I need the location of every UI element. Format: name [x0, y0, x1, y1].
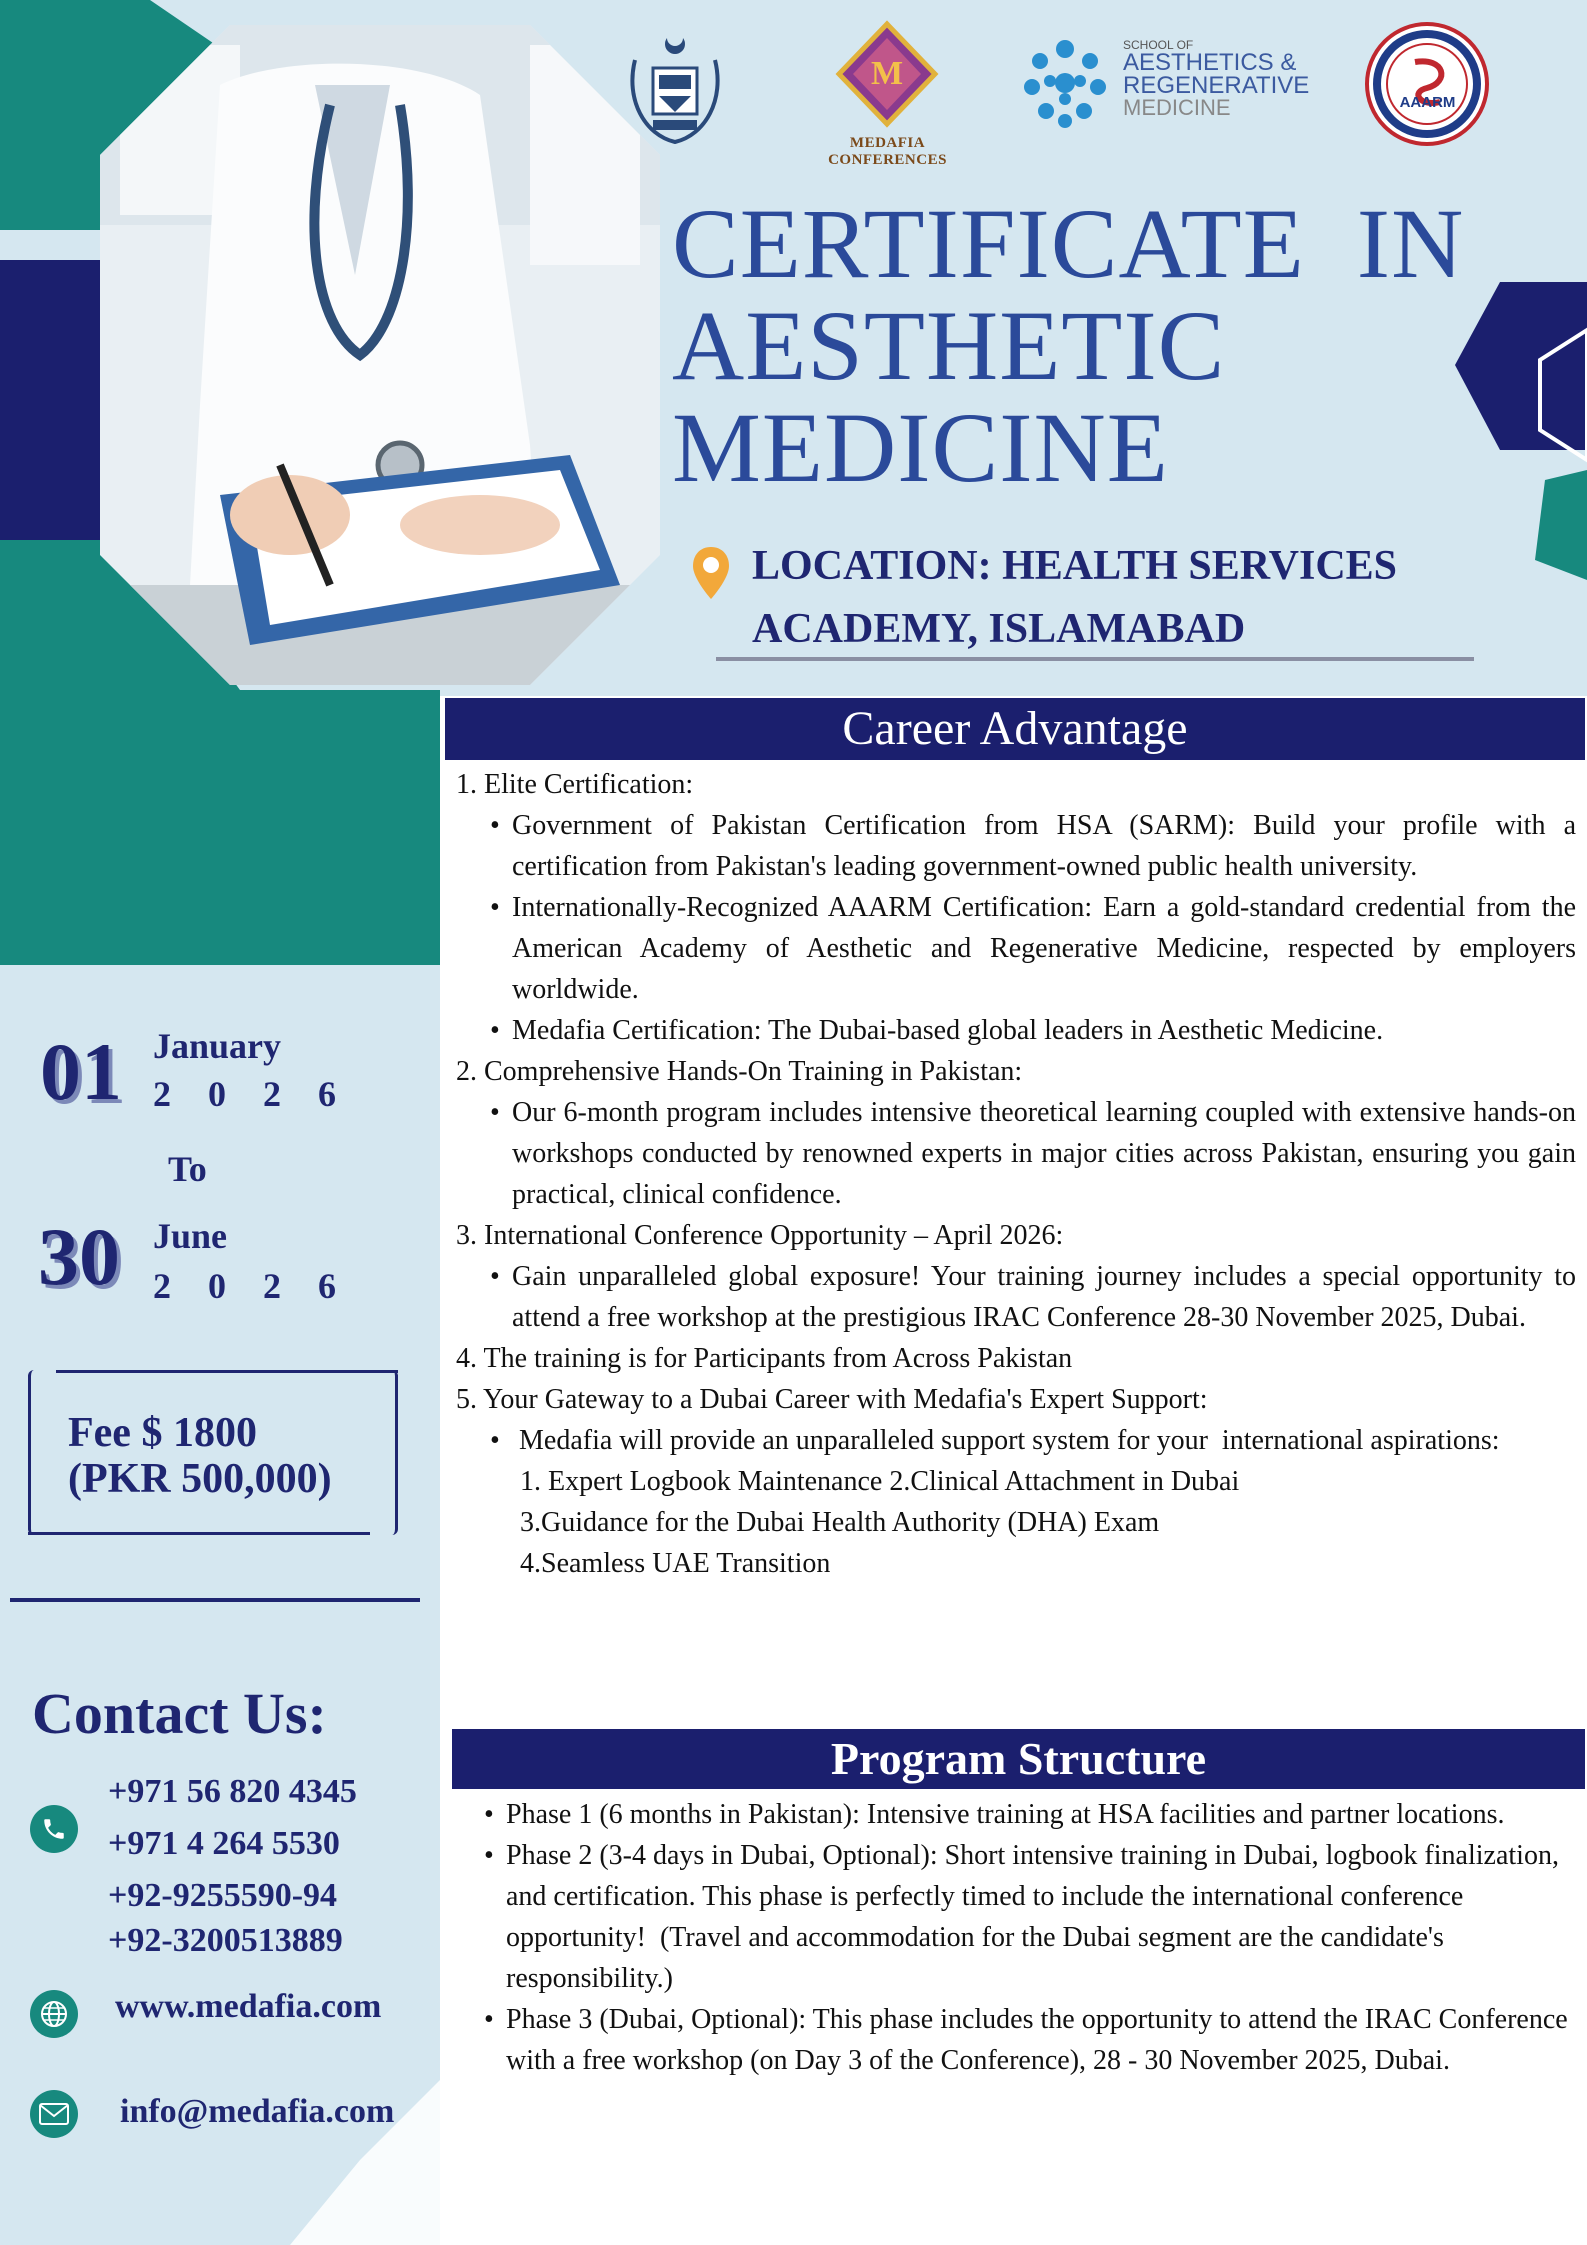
start-year: 2 0 2 6	[153, 1074, 350, 1114]
email-icon	[30, 2090, 78, 2138]
location-line-1: LOCATION: HEALTH SERVICES	[752, 543, 1398, 589]
list-item: 3. International Conference Opportunity – April 2026:	[456, 1220, 1064, 1251]
list-item: 1. Expert Logbook Maintenance 2.Clinical Attachment in Dubai	[520, 1466, 1240, 1497]
school-logo-line3: MEDICINE	[1123, 95, 1231, 120]
email-link[interactable]: info@medafia.com	[120, 2093, 395, 2130]
list-item: • Phase 1 (6 months in Pakistan): Intensive training at HSA facilities and partner locations.	[506, 1794, 1580, 1835]
end-year: 2 0 2 6	[153, 1266, 350, 1306]
program-structure-list	[484, 1794, 1580, 2081]
title-line-3: MEDICINE	[672, 392, 1169, 503]
school-logo-line1: AESTHETICS &	[1123, 49, 1297, 76]
list-item: • Gain unparalleled global exposure! Your training journey includes a special opportunity to attend a free workshop at the prestigious IRAC Conference 28-30 November 2025, Dubai.	[512, 1256, 1576, 1338]
bullet-icon: •	[490, 1097, 500, 1128]
bullet-icon: •	[484, 1840, 494, 1871]
school-logo	[1018, 35, 1318, 135]
list-item: 5. Your Gateway to a Dubai Career with Medafia's Expert Support:	[456, 1384, 1208, 1415]
doctor-photo	[100, 25, 660, 685]
medafia-mark: M	[870, 55, 904, 92]
aaarm-logo-text: AAARM	[1399, 94, 1456, 111]
phone-list	[108, 1770, 357, 1962]
list-item: • Phase 3 (Dubai, Optional): This phase includes the opportunity to attend the IRAC Conference with a free workshop (on Day 3 of the Conference), 28 - 30 November 2025, Dubai.	[506, 1999, 1580, 2081]
list-item: 3.Guidance for the Dubai Health Authority (DHA) Exam	[520, 1507, 1160, 1538]
bullet-icon: •	[490, 1425, 500, 1456]
page-title	[672, 188, 1465, 503]
contact-heading: Contact Us:	[32, 1681, 327, 1746]
start-day: 01	[40, 1026, 122, 1117]
list-item: 1. Elite Certification:	[456, 769, 694, 800]
university-logo	[615, 30, 735, 150]
divider	[10, 1598, 420, 1602]
bullet-icon: •	[484, 2004, 494, 2035]
title-line-2: AESTHETIC	[672, 290, 1226, 401]
globe-icon	[30, 1990, 78, 2038]
list-item: 4.Seamless UAE Transition	[520, 1548, 831, 1579]
fee-pkr: (PKR 500,000)	[68, 1456, 332, 1502]
location-pin-icon	[690, 545, 732, 603]
fee-box-bottom	[28, 1532, 370, 1535]
list-item: • Internationally-Recognized AAARM Certification: Earn a gold-standard credential from the American Academy of Aesthetic and Regenerative Medicine, respected by employers worldwide.	[512, 887, 1576, 1010]
list-item: • Medafia Certification: The Dubai-based global leaders in Aesthetic Medicine.	[512, 1010, 1576, 1051]
aaarm-logo	[1365, 22, 1490, 147]
list-item: • Our 6-month program includes intensive theoretical learning coupled with extensive hands-on workshops conducted by renowned experts in major cities across Pakistan, ensuring you gain practical, clinical confidence.	[512, 1092, 1576, 1215]
university-crest-icon	[615, 30, 735, 150]
location-underline	[716, 657, 1474, 661]
location-line-2: ACADEMY, ISLAMABAD	[752, 606, 1246, 652]
program-structure-banner	[452, 1729, 1585, 1789]
medafia-diamond-icon	[795, 20, 980, 130]
fee-usd: Fee $ 1800	[68, 1410, 257, 1456]
aaarm-seal-icon	[1365, 22, 1490, 147]
molecule-cluster-icon	[1018, 35, 1113, 130]
bullet-icon: •	[490, 892, 500, 923]
phone-number[interactable]: +92-9255590-94	[108, 1877, 338, 1914]
end-month: June	[153, 1216, 228, 1256]
career-advantage-heading: Career Advantage	[842, 702, 1188, 755]
list-item: 2. Comprehensive Hands-On Training in Pakistan:	[456, 1056, 1023, 1087]
list-item: • Government of Pakistan Certification from HSA (SARM): Build your profile with a certification from Pakistan's leading government-owned public health university.	[512, 805, 1576, 887]
school-logo-line2: REGENERATIVE	[1123, 72, 1310, 99]
bullet-icon: •	[484, 1799, 494, 1830]
phone-number[interactable]: +92-3200513889	[108, 1922, 343, 1959]
bullet-icon: •	[490, 810, 500, 841]
list-item: • Medafia will provide an unparalleled support system for your international aspirations:	[512, 1420, 1576, 1461]
school-logo-small: SCHOOL OF	[1123, 38, 1194, 52]
medafia-logo-text: MEDAFIA CONFERENCES	[828, 135, 947, 168]
fee-box-top	[56, 1370, 398, 1373]
start-month: January	[153, 1026, 282, 1066]
title-line-1: CERTIFICATE IN	[672, 188, 1465, 299]
end-day: 30	[38, 1211, 120, 1302]
list-item: • Phase 2 (3-4 days in Dubai, Optional): Short intensive training in Dubai, logbook finalization, and certification. This phase is perfectly timed to include the international conference opportunity! (Travel and accommodation for the Dubai segment are the candidate's responsibility.)	[506, 1835, 1580, 1999]
fee	[68, 1410, 332, 1502]
bullet-icon: •	[490, 1015, 500, 1046]
location	[752, 535, 1397, 661]
bullet-icon: •	[490, 1261, 500, 1292]
website-link[interactable]: www.medafia.com	[115, 1988, 382, 2025]
date-separator: To	[168, 1149, 207, 1189]
phone-number[interactable]: +971 56 820 4345	[108, 1773, 357, 1810]
phone-icon	[30, 1805, 78, 1853]
phone-number[interactable]: +971 4 264 5530	[108, 1825, 340, 1862]
program-structure-heading: Program Structure	[830, 1733, 1207, 1784]
career-advantage-banner	[445, 698, 1585, 760]
career-advantage-list	[456, 764, 1576, 1584]
medafia-logo	[795, 20, 980, 168]
list-item: 4. The training is for Participants from Across Pakistan	[456, 1343, 1073, 1374]
